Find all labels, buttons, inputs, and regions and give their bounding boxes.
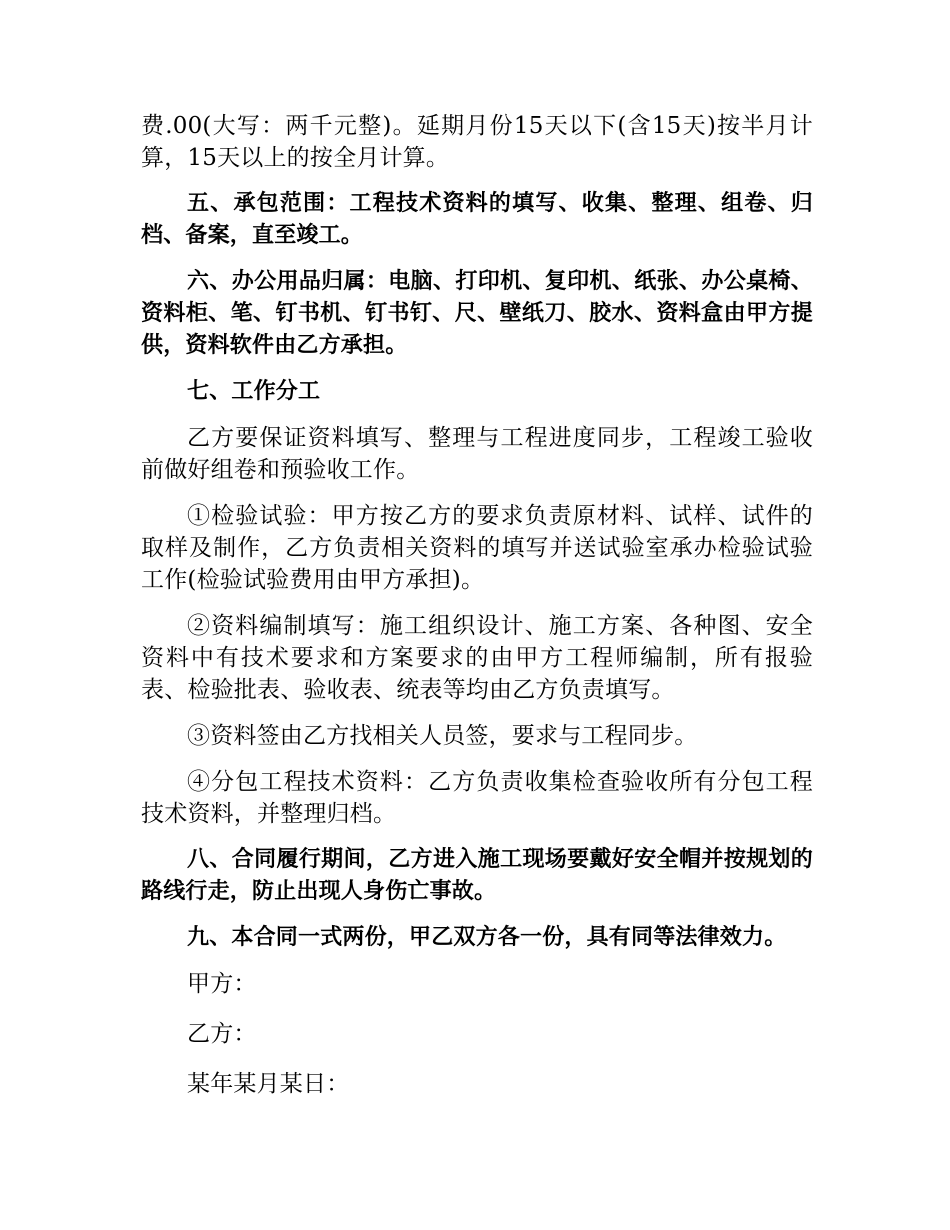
- clause-7-item-2: ②资料编制填写：施工组织设计、施工方案、各种图、安全资料中有技术要求和方案要求的由甲方工程师编制，所有报验表、检验批表、验收表、统表等均由乙方负责填写。: [141, 613, 813, 703]
- document-page: [141, 110, 813, 1118]
- signature-party-a: 甲方：: [187, 971, 257, 997]
- clause-8-safety: 八、合同履行期间，乙方进入施工现场要戴好安全帽并按规划的路线行走，防止出现人身伤亡事故。: [141, 847, 813, 904]
- clause-7-item-4: ④分包工程技术资料：乙方负责收集检查验收所有分包工程技术资料，并整理归档。: [141, 769, 813, 827]
- clause-7-intro: 乙方要保证资料填写、整理与工程进度同步，工程竣工验收前做好组卷和预验收工作。: [141, 425, 813, 483]
- clause-9-copies: 九、本合同一式两份，甲乙双方各一份，具有同等法律效力。: [187, 925, 787, 950]
- clause-5-scope: 五、承包范围：工程技术资料的填写、收集、整理、组卷、归档、备案，直至竣工。: [141, 191, 813, 248]
- clause-6-office-supplies: 六、办公用品归属：电脑、打印机、复印机、纸张、办公桌椅、资料柜、笔、钉书机、钉书钉、尺、壁纸刀、胶水、资料盒由甲方提供，资料软件由乙方承担。: [141, 269, 813, 358]
- clause-7-item-1: ①检验试验：甲方按乙方的要求负责原材料、试样、试件的取样及制作，乙方负责相关资料的填写并送试验室承办检验试验工作(检验试验费用由甲方承担)。: [141, 503, 813, 593]
- clause-7-heading: 七、工作分工: [187, 379, 321, 404]
- paragraph-fee-terms: 费.00(大写：两千元整)。延期月份15天以下(含15天)按半月计算，15天以上的按全月计算。: [141, 113, 813, 171]
- clause-7-item-3: ③资料签由乙方找相关人员签，要求与工程同步。: [187, 723, 698, 749]
- signature-party-b: 乙方：: [187, 1021, 257, 1047]
- signature-date: 某年某月某日：: [187, 1071, 350, 1097]
